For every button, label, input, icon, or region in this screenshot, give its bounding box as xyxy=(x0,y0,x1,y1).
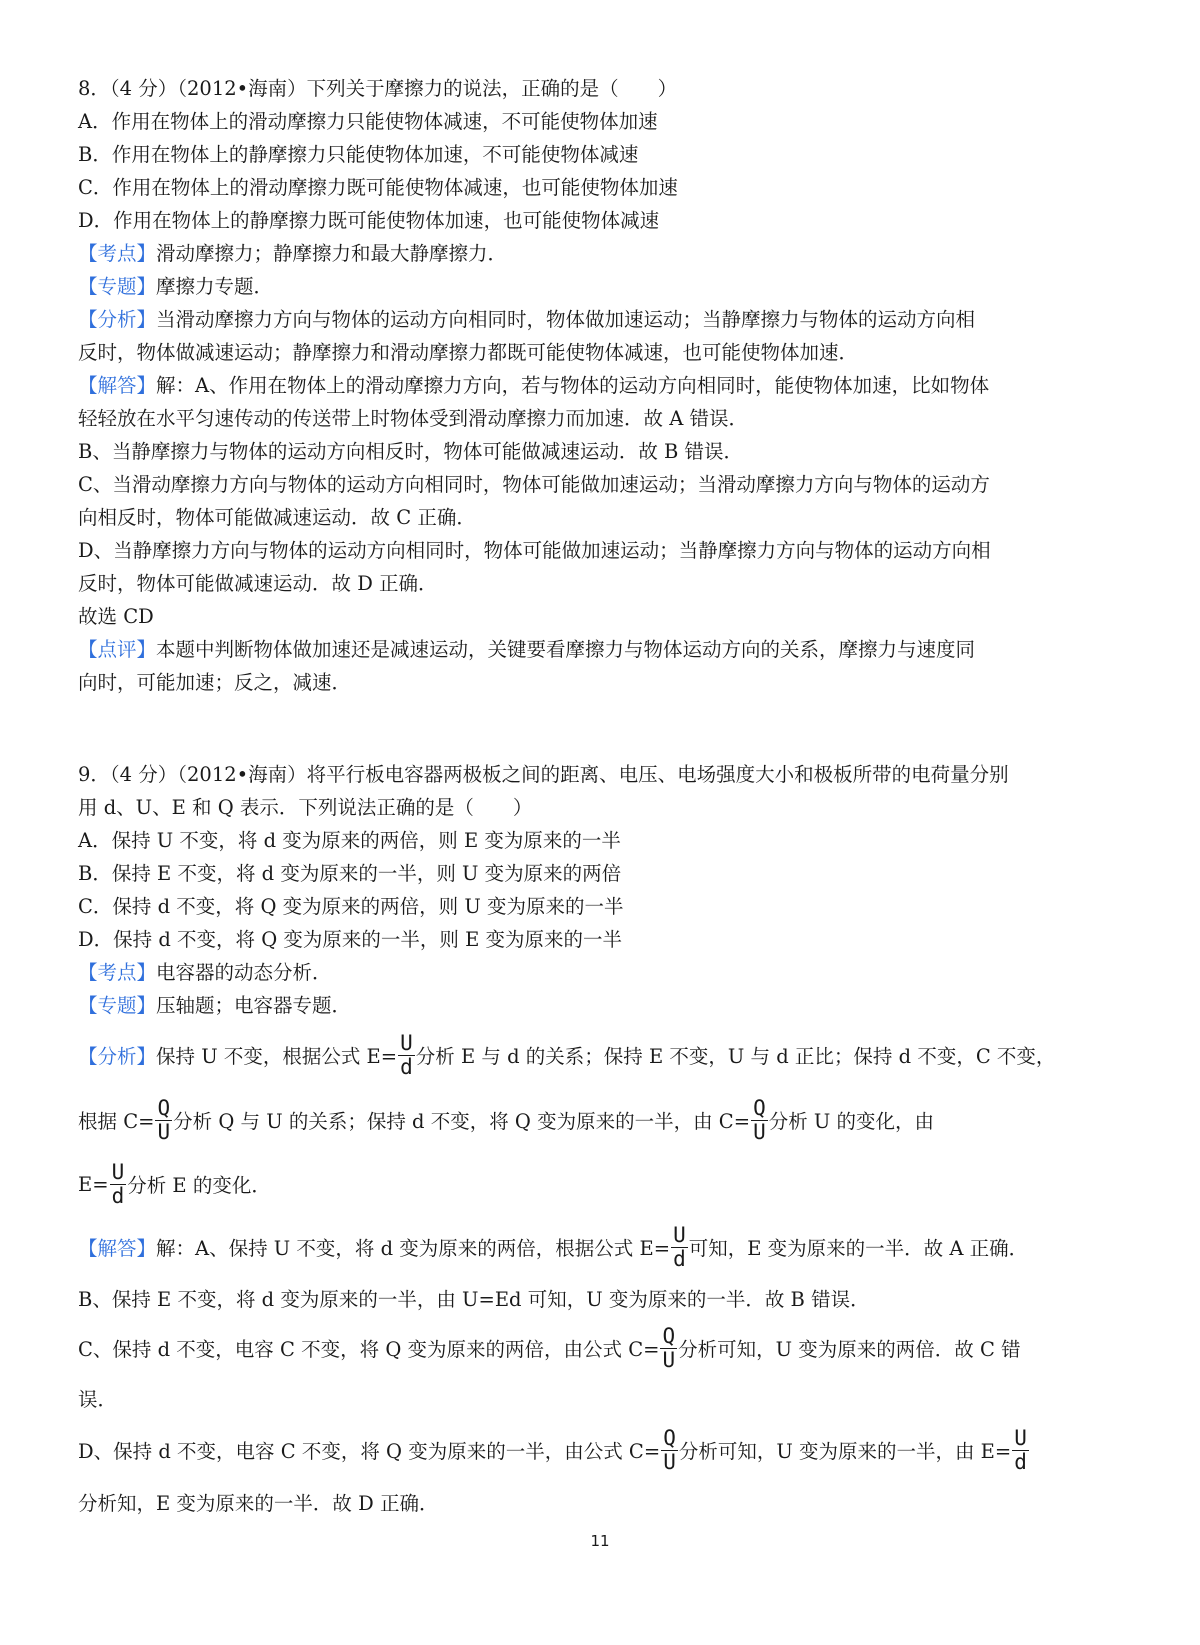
zhuanti-tag: 【专题】 xyxy=(78,994,157,1017)
option-b: B．作用在物体上的静摩擦力只能使物体加速，不可能使物体减速 xyxy=(78,143,639,166)
denominator: U xyxy=(663,1449,676,1474)
page-number: 11 xyxy=(590,1532,610,1550)
kaodian-tag: 【考点】 xyxy=(78,961,157,984)
denominator: d xyxy=(1014,1449,1027,1474)
jieda-text: 解：A、作用在物体上的滑动摩擦力方向，若与物体的运动方向相同时，能使物体加速，比如物体 xyxy=(156,374,990,397)
kaodian-tag: 【考点】 xyxy=(78,242,157,265)
fenxi-text: 保持 U 不变，根据公式 E= xyxy=(156,1045,398,1068)
fenxi-text: 分析 E 的变化． xyxy=(127,1174,271,1197)
jieda-text: 分析可知，U 变为原来的两倍．故 C 错 xyxy=(678,1338,1021,1361)
jieda-text: 分析知，E 变为原来的一半．故 D 正确． xyxy=(78,1492,439,1515)
question-8-title: 8．（4 分）（2012•海南）下列关于摩擦力的说法，正确的是（ ） xyxy=(78,77,678,100)
fenxi-text-cont: 反时，物体做减速运动；静摩擦力和滑动摩擦力都既可能使物体减速，也可能使物体加速． xyxy=(78,341,859,364)
kaodian-line xyxy=(78,956,1128,989)
fraction-q-over-u xyxy=(155,1097,172,1144)
jieda-line xyxy=(78,1278,1128,1318)
option-c: C．保持 d 不变，将 Q 变为原来的两倍，则 U 变为原来的一半 xyxy=(78,895,624,918)
jieda-text: 可知，E 变为原来的一半．故 A 正确． xyxy=(688,1237,1029,1260)
jieda-text: B、保持 E 不变，将 d 变为原来的一半，由 U=Ed 可知，U 变为原来的一半．故 B 错误． xyxy=(78,1288,870,1311)
fenxi-tag: 【分析】 xyxy=(78,308,157,331)
fraction-q-over-u xyxy=(660,1325,677,1372)
fenxi-text: 分析 U 的变化，由 xyxy=(768,1110,935,1133)
fraction-q-over-u xyxy=(751,1097,768,1144)
jieda-tag: 【解答】 xyxy=(78,1237,157,1260)
denominator: d xyxy=(400,1054,413,1079)
question-9-title-cont: 用 d、U、E 和 Q 表示．下列说法正确的是（ ） xyxy=(78,796,533,819)
jieda-text: D、当静摩擦力方向与物体的运动方向相同时，物体可能做加速运动；当静摩擦力方向与物体的运动方向相 xyxy=(78,539,991,562)
zhuanti-line xyxy=(78,989,1128,1022)
fenxi-line xyxy=(78,303,1128,336)
fenxi-line xyxy=(78,1152,1128,1216)
numerator: Q xyxy=(753,1095,766,1120)
jieda-text: 分析可知，U 变为原来的一半，由 E= xyxy=(678,1440,1012,1463)
jieda-text: 误． xyxy=(78,1388,118,1411)
fenxi-line xyxy=(78,1022,1128,1088)
zhuanti-text: 摩擦力专题． xyxy=(156,275,274,298)
denominator: U xyxy=(662,1347,676,1372)
fraction-u-over-d xyxy=(1012,1427,1029,1474)
jieda-text: 解：A、保持 U 不变，将 d 变为原来的两倍，根据公式 E= xyxy=(156,1237,671,1260)
fraction-q-over-u xyxy=(661,1427,678,1474)
question-8 xyxy=(78,72,1128,699)
option-a: A．作用在物体上的滑动摩擦力只能使物体减速，不可能使物体加速 xyxy=(78,110,658,133)
denominator: d xyxy=(111,1183,125,1208)
numerator: U xyxy=(1014,1425,1027,1450)
fenxi-text: 当滑动摩擦力方向与物体的运动方向相同时，物体做加速运动；当静摩擦力与物体的运动方向相 xyxy=(156,308,976,331)
numerator: U xyxy=(400,1030,413,1055)
denominator: d xyxy=(673,1246,686,1271)
jieda-text: D、保持 d 不变，电容 C 不变，将 Q 变为原来的一半，由公式 C= xyxy=(78,1440,661,1463)
denominator: U xyxy=(157,1119,171,1144)
denominator: U xyxy=(753,1119,766,1144)
option-c: C．作用在物体上的滑动摩擦力既可能使物体减速，也可能使物体加速 xyxy=(78,176,678,199)
question-9 xyxy=(78,758,1128,1522)
zhuanti-line xyxy=(78,270,1128,303)
kaodian-line xyxy=(78,237,1128,270)
fraction-u-over-d xyxy=(671,1224,688,1271)
fraction-u-over-d xyxy=(110,1161,127,1208)
fenxi-line xyxy=(78,1088,1128,1152)
jieda-text: C、当滑动摩擦力方向与物体的运动方向相同时，物体可能做加速运动；当滑动摩擦力方向与物体的运动方 xyxy=(78,473,990,496)
kaodian-text: 电容器的动态分析． xyxy=(156,961,332,984)
jieda-text: 轻轻放在水平匀速传动的传送带上时物体受到滑动摩擦力而加速．故 A 错误． xyxy=(78,407,748,430)
dianping-text-cont: 向时，可能加速；反之，减速． xyxy=(78,671,352,694)
fenxi-text: E= xyxy=(78,1172,109,1196)
zhuanti-tag: 【专题】 xyxy=(78,275,157,298)
numerator: Q xyxy=(663,1425,676,1450)
zhuanti-text: 压轴题；电容器专题． xyxy=(156,994,352,1017)
dianping-text: 本题中判断物体做加速还是减速运动，关键要看摩擦力与物体运动方向的关系，摩擦力与速度同 xyxy=(156,638,976,661)
question-9-title: 9．（4 分）（2012•海南）将平行板电容器两极板之间的距离、电压、电场强度大小和极板所带的电荷量分别 xyxy=(78,763,1009,786)
option-d: D．保持 d 不变，将 Q 变为原来的一半，则 E 变为原来的一半 xyxy=(78,928,623,951)
fraction-u-over-d xyxy=(398,1032,415,1079)
jieda-line xyxy=(78,369,1128,402)
numerator: U xyxy=(673,1222,686,1247)
numerator: U xyxy=(111,1159,125,1184)
jieda-text: C、保持 d 不变，电容 C 不变，将 Q 变为原来的两倍，由公式 C= xyxy=(78,1338,660,1361)
kaodian-text: 滑动摩擦力；静摩擦力和最大静摩擦力． xyxy=(156,242,508,265)
answer-text: 故选 CD xyxy=(78,605,154,628)
option-a: A．保持 U 不变，将 d 变为原来的两倍，则 E 变为原来的一半 xyxy=(78,829,621,852)
fenxi-text: 根据 C= xyxy=(78,1110,155,1133)
fenxi-text: 分析 E 与 d 的关系；保持 E 不变，U 与 d 正比；保持 d 不变，C 不变， xyxy=(415,1045,1056,1068)
jieda-text: B、当静摩擦力与物体的运动方向相反时，物体可能做减速运动．故 B 错误． xyxy=(78,440,744,463)
numerator: Q xyxy=(662,1323,676,1348)
fenxi-tag: 【分析】 xyxy=(78,1045,157,1068)
jieda-line xyxy=(78,1378,1128,1418)
jieda-line xyxy=(78,1482,1128,1522)
fenxi-text: 分析 Q 与 U 的关系；保持 d 不变，将 Q 变为原来的一半，由 C= xyxy=(173,1110,751,1133)
jieda-text: 向相反时，物体可能做减速运动．故 C 正确． xyxy=(78,506,476,529)
jieda-line xyxy=(78,1418,1128,1482)
option-d: D．作用在物体上的静摩擦力既可能使物体加速，也可能使物体减速 xyxy=(78,209,660,232)
dianping-tag: 【点评】 xyxy=(78,638,157,661)
dianping-line xyxy=(78,633,1128,666)
jieda-text: 反时，物体可能做减速运动．故 D 正确． xyxy=(78,572,438,595)
jieda-line xyxy=(78,1318,1128,1378)
jieda-line xyxy=(78,1216,1128,1278)
option-b: B．保持 E 不变，将 d 变为原来的一半，则 U 变为原来的两倍 xyxy=(78,862,622,885)
numerator: Q xyxy=(157,1095,171,1120)
jieda-tag: 【解答】 xyxy=(78,374,157,397)
